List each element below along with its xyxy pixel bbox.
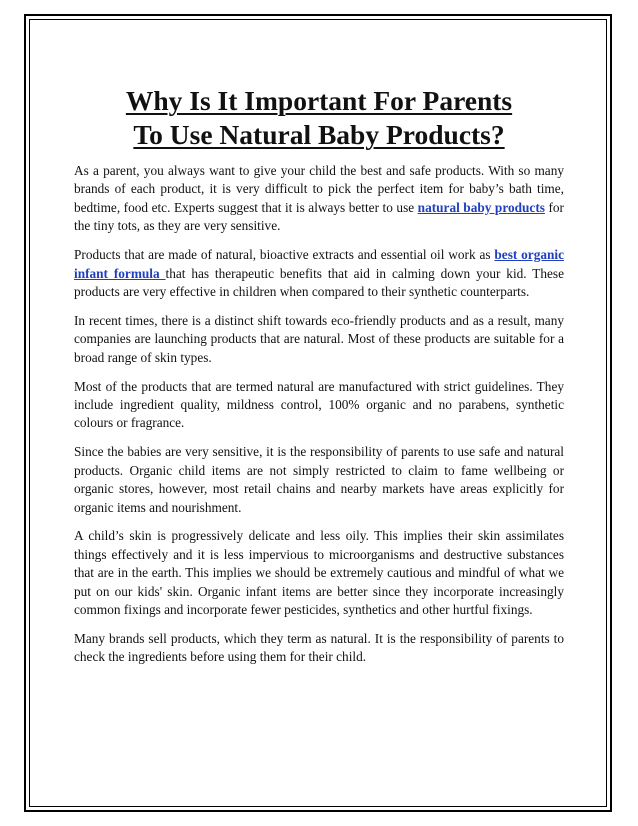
paragraph-1 [74,162,564,236]
paragraph-2-text-start: Products that are made of natural, bioactive extracts and essential oil work as [74,247,495,263]
paragraph-2 [74,246,564,301]
page-title [74,84,564,152]
paragraph-7: Many brands sell products, which they term as natural. It is the responsibility of parents to check the ingredients before using them for their child. [74,630,564,665]
paragraph-3: In recent times, there is a distinct shift towards eco-friendly products and as a result, many companies are launching products that are natural. Most of these products are suitable for a broad range of skin types. [74,312,564,365]
paragraph-4: Most of the products that are termed natural are manufactured with strict guidelines. They include ingredient quality, mildness control, 100% organic and no parabens, synthetic colours or fragrance. [74,378,564,431]
best-organic-infant-formula-link[interactable]: best organic infant formula [74,247,564,281]
paragraph-2-text-end: that has therapeutic benefits that aid in calming down your kid. These products are very effective in children when compared to their synthetic counterparts. [74,265,564,299]
paragraph-1-text-start: As a parent, you always want to give your child the best and safe products. With so many brands of each product, it is very difficult to pick the perfect item for baby’s bath time, bedtime, food etc. Experts suggest that it is always better to use [74,163,564,215]
document-body [74,84,564,677]
paragraph-6: A child’s skin is progressively delicate and less oily. This implies their skin assimilates things effectively and it is less impervious to microorganisms and destructive substances that are in the earth. This implies we should be extremely cautious and mindful of what we put on our kids' skin. Organic infant items are better since they incorporate increasingly common fixings and incorporate fewer pesticides, synthetics and other hurtful fixings. [74,528,564,618]
paragraph-5: Since the babies are very sensitive, it is the responsibility of parents to use safe and natural products. Organic child items are not simply restricted to claim to fame wellbeing or organic stores, however, most retail chains and nearby markets have areas explicitly for organic items and nourishment. [74,444,564,515]
natural-baby-products-link[interactable]: natural baby products [417,199,545,215]
title-line-2: To Use Natural Baby Products? [133,119,505,150]
title-line-1: Why Is It Important For Parents [125,85,513,116]
paragraph-1-text-end: for the tiny tots, as they are very sensitive. [74,199,564,234]
